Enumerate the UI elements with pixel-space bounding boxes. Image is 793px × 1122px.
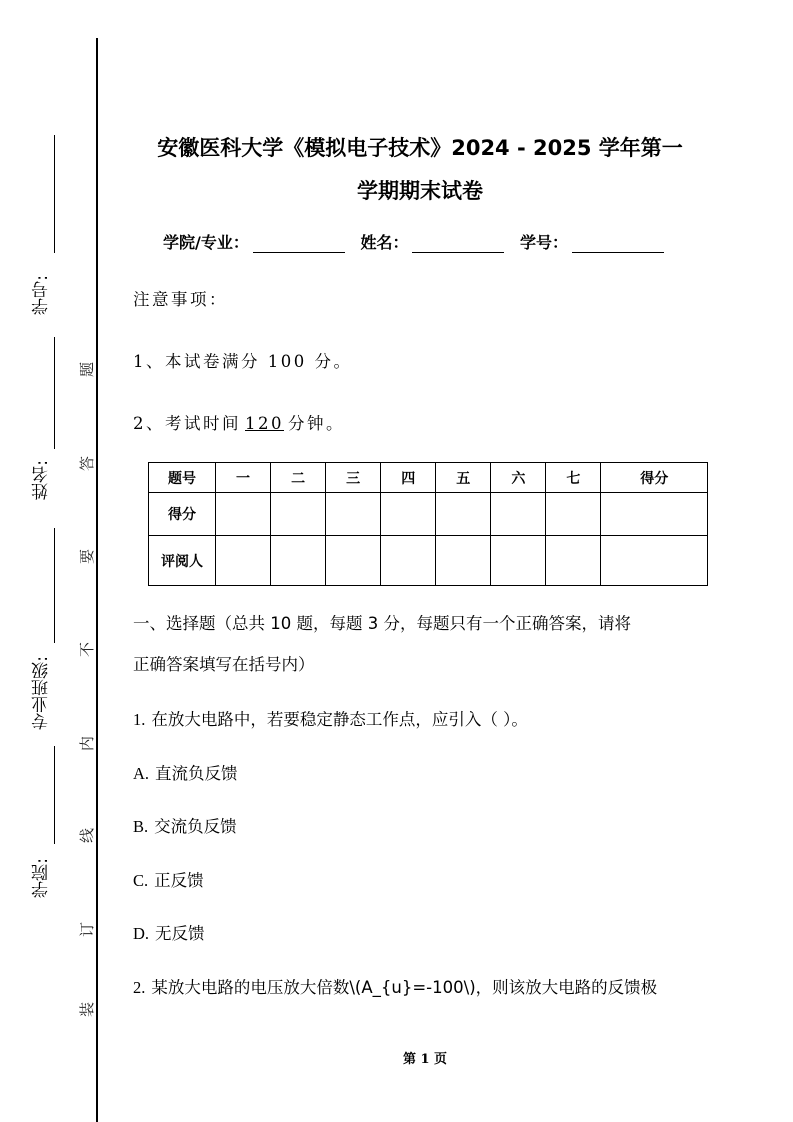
section1-heading-line1: 一、选择题（总共 10 题，每题 3 分，每题只有一个正确答案，请将: [133, 614, 631, 633]
option-label: B.: [133, 817, 149, 836]
grader-cell[interactable]: [546, 536, 601, 586]
note-item-1: 1、本试卷满分 100 分。: [133, 352, 353, 371]
note-item-2-prefix: 2、考试时间: [133, 414, 241, 433]
note-item-2: [133, 410, 345, 434]
exam-title-line2: 学期期末试卷: [357, 179, 483, 203]
page-number: 第 1 页: [402, 1052, 448, 1067]
option-label: D.: [133, 924, 150, 943]
college-major-label: 学院/专业：: [163, 233, 249, 252]
table-header-cell: 七: [546, 463, 601, 493]
score-table: [148, 462, 708, 586]
notes-heading: 注意事项：: [133, 290, 228, 309]
student-id-line: [54, 135, 55, 253]
class-line: [54, 746, 55, 844]
row-label: 评阅人: [149, 536, 216, 586]
exam-title-line1: 安徽医科大学《模拟电子技术》2024 - 2025 学年第一: [157, 136, 683, 160]
grader-cell[interactable]: [436, 536, 491, 586]
table-row: [149, 493, 708, 536]
option-d[interactable]: [133, 920, 205, 944]
grader-cell[interactable]: [491, 536, 546, 586]
grader-cell[interactable]: [271, 536, 326, 586]
seal-char: 装: [78, 1001, 97, 1018]
option-a[interactable]: [133, 760, 238, 784]
option-text: 正反馈: [154, 871, 204, 890]
student-id-field-label: 学号：: [520, 233, 569, 252]
student-id-field[interactable]: [572, 236, 664, 253]
table-header-cell: 五: [436, 463, 491, 493]
seal-char: 内: [78, 735, 97, 752]
question-number: 2.: [133, 978, 146, 997]
question-text: 在放大电路中，若要稳定静态工作点，应引入（ ）。: [151, 710, 528, 729]
table-header-cell: 四: [381, 463, 436, 493]
student-id-label: 学号:: [32, 275, 52, 315]
student-id-line-lower: [54, 337, 55, 449]
question-1: [133, 706, 528, 730]
grader-cell[interactable]: [381, 536, 436, 586]
option-text: 无反馈: [155, 924, 205, 943]
section1-heading-line2: 正确答案填写在括号内）: [133, 655, 315, 674]
name-line: [54, 528, 55, 643]
question-number: 1.: [133, 710, 146, 729]
seal-char: 要: [78, 548, 97, 565]
score-cell[interactable]: [436, 493, 491, 536]
seal-char: 线: [78, 827, 97, 844]
college-major-field[interactable]: [253, 236, 345, 253]
college-label: 学院:: [32, 858, 52, 898]
seal-char: 订: [78, 921, 97, 938]
grader-cell[interactable]: [326, 536, 381, 586]
score-cell[interactable]: [326, 493, 381, 536]
table-header-cell: 二: [271, 463, 326, 493]
name-field-label: 姓名：: [360, 233, 409, 252]
table-header-cell: 六: [491, 463, 546, 493]
table-header-cell: 三: [326, 463, 381, 493]
score-cell[interactable]: [271, 493, 326, 536]
seal-char: 答: [78, 455, 97, 472]
option-c[interactable]: [133, 867, 204, 891]
option-text: 直流负反馈: [155, 764, 238, 783]
score-cell[interactable]: [546, 493, 601, 536]
score-table-header: [149, 463, 708, 493]
table-header-cell: 一: [216, 463, 271, 493]
option-b[interactable]: [133, 813, 237, 837]
table-header-cell: 得分: [601, 463, 708, 493]
score-cell[interactable]: [381, 493, 436, 536]
question-2: [133, 974, 657, 998]
class-label: 专业班级:: [32, 656, 52, 730]
grader-cell[interactable]: [216, 536, 271, 586]
table-header-cell: 题号: [149, 463, 216, 493]
name-label: 姓名:: [32, 460, 52, 500]
name-field[interactable]: [412, 236, 504, 253]
seal-char: 不: [78, 641, 97, 658]
table-row: [149, 536, 708, 586]
seal-char: 题: [78, 361, 97, 378]
option-label: C.: [133, 871, 149, 890]
option-label: A.: [133, 764, 150, 783]
grader-cell[interactable]: [601, 536, 708, 586]
binding-line: [96, 38, 98, 1122]
note-item-2-suffix: 分钟。: [288, 414, 345, 433]
exam-duration: 120: [245, 414, 284, 433]
row-label: 得分: [149, 493, 216, 536]
option-text: 交流负反馈: [154, 817, 237, 836]
question-text: 某放大电路的电压放大倍数\(A_{u}=-100\)，则该放大电路的反馈极: [151, 978, 658, 997]
score-cell[interactable]: [491, 493, 546, 536]
student-info-row: [163, 230, 674, 253]
score-cell[interactable]: [216, 493, 271, 536]
score-cell[interactable]: [601, 493, 708, 536]
